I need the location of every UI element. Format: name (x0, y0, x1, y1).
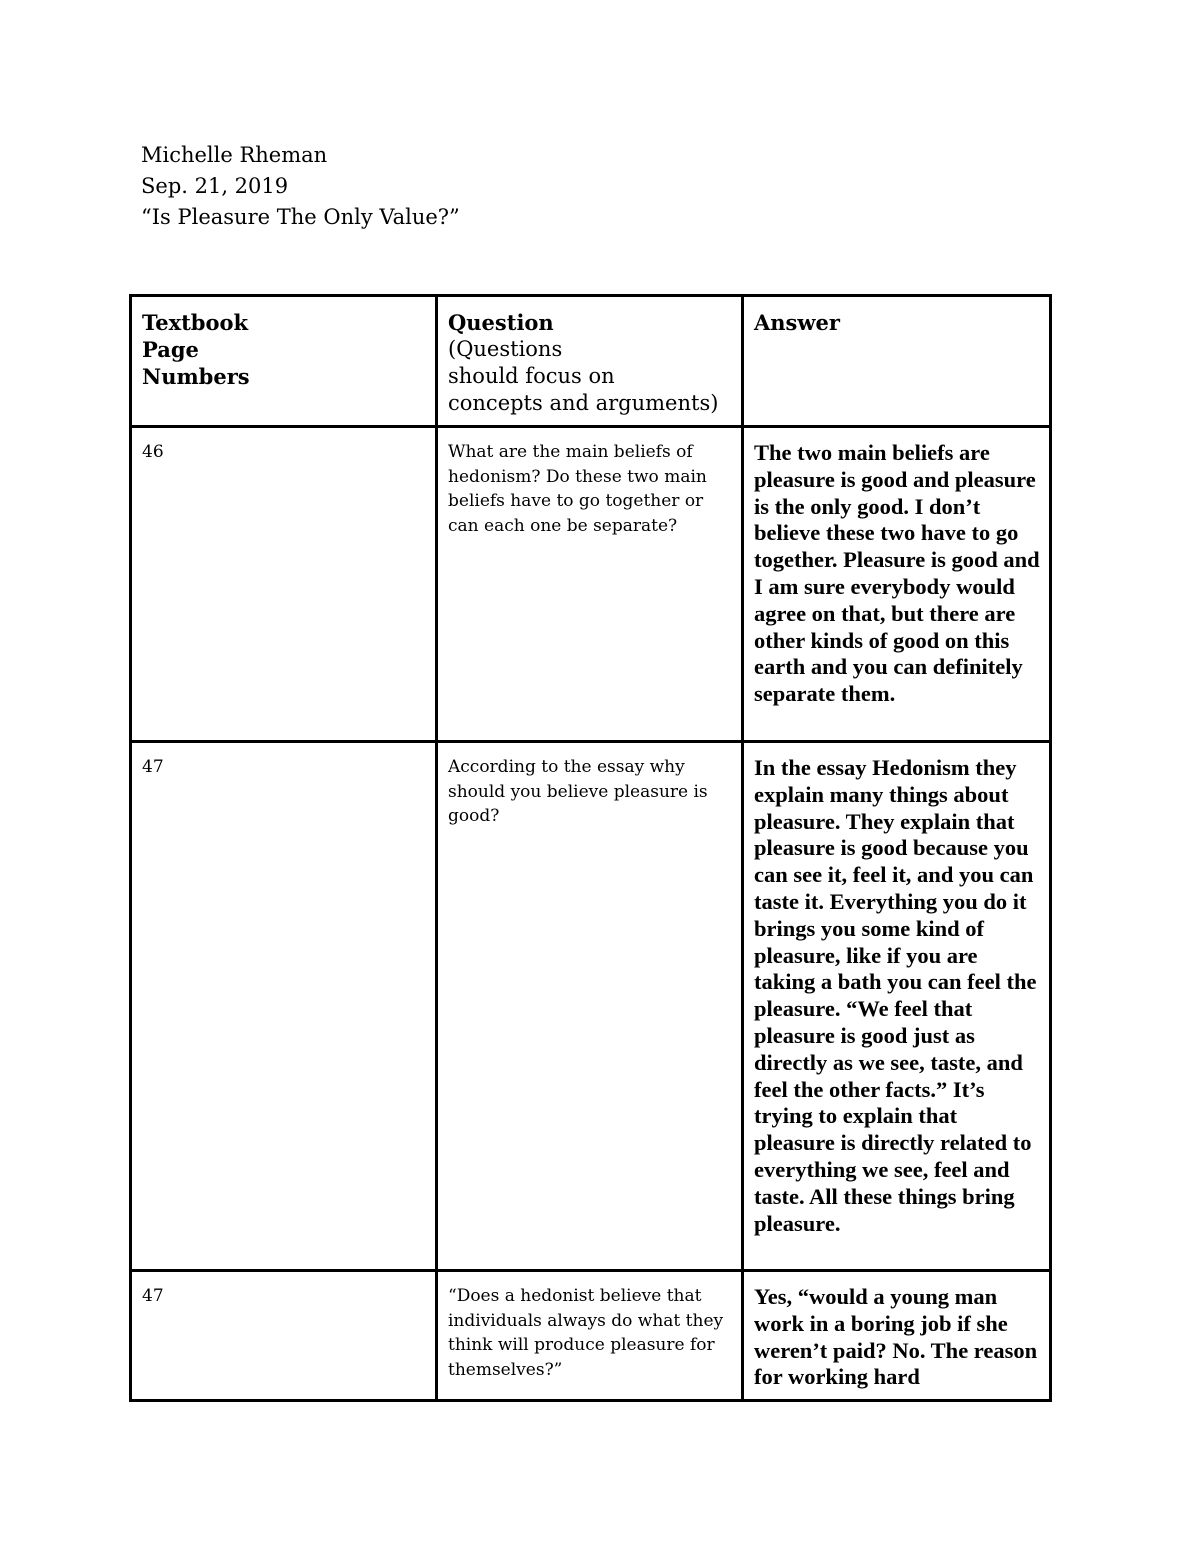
document-date: Sep. 21, 2019 (141, 174, 289, 198)
header-answer (743, 296, 1051, 427)
header-col1-line3: Numbers (142, 364, 250, 389)
question-answer-table (129, 294, 1052, 1402)
header-textbook-page-numbers (131, 296, 437, 427)
table-row (131, 742, 1051, 1271)
table-header-row (131, 296, 1051, 427)
page-number-cell: 46 (131, 427, 437, 742)
question-cell: According to the essay why should you believe pleasure is good? (437, 742, 743, 1271)
header-question (437, 296, 743, 427)
header-col1-line2: Page (142, 337, 199, 362)
page-number-cell: 47 (131, 742, 437, 1271)
answer-cell: In the essay Hedonism they explain many things about pleasure. They explain that pleasure is good because you can see it, feel it, and you can taste it. Everything you do it brings you some kind of pleasure, like if you are taking a bath you can feel the pleasure. “We feel that pleasure is good just as directly as we see, taste, and feel the other facts.” It’s trying to explain that pleasure is directly related to everything we see, feel and taste. All these things bring pleasure. (743, 742, 1051, 1271)
header-question-title: Question (448, 310, 554, 335)
table-row (131, 1271, 1051, 1401)
header-question-sub3: concepts and arguments) (448, 391, 719, 415)
document-title: “Is Pleasure The Only Value?” (141, 205, 460, 229)
header-question-sub1: (Questions (448, 337, 563, 361)
header-answer-title: Answer (754, 310, 840, 335)
answer-cell: The two main beliefs are pleasure is good and pleasure is the only good. I don’t believe these two have to go together. Pleasure is good and I am sure everybody would agree on that, but there are other kinds of good on this earth and you can definitely separate them. (743, 427, 1051, 742)
table-row (131, 427, 1051, 742)
answer-cell: Yes, “would a young man work in a boring job if she weren’t paid? No. The reason for working hard (743, 1271, 1051, 1401)
question-cell: What are the main beliefs of hedonism? Do these two main beliefs have to go together or can each one be separate? (437, 427, 743, 742)
author-name: Michelle Rheman (141, 143, 328, 167)
page-number-cell: 47 (131, 1271, 437, 1401)
header-question-sub2: should focus on (448, 364, 615, 388)
document-header (141, 140, 460, 233)
question-cell: “Does a hedonist believe that individuals always do what they think will produce pleasure for themselves?” (437, 1271, 743, 1401)
header-col1-line1: Textbook (142, 310, 249, 335)
